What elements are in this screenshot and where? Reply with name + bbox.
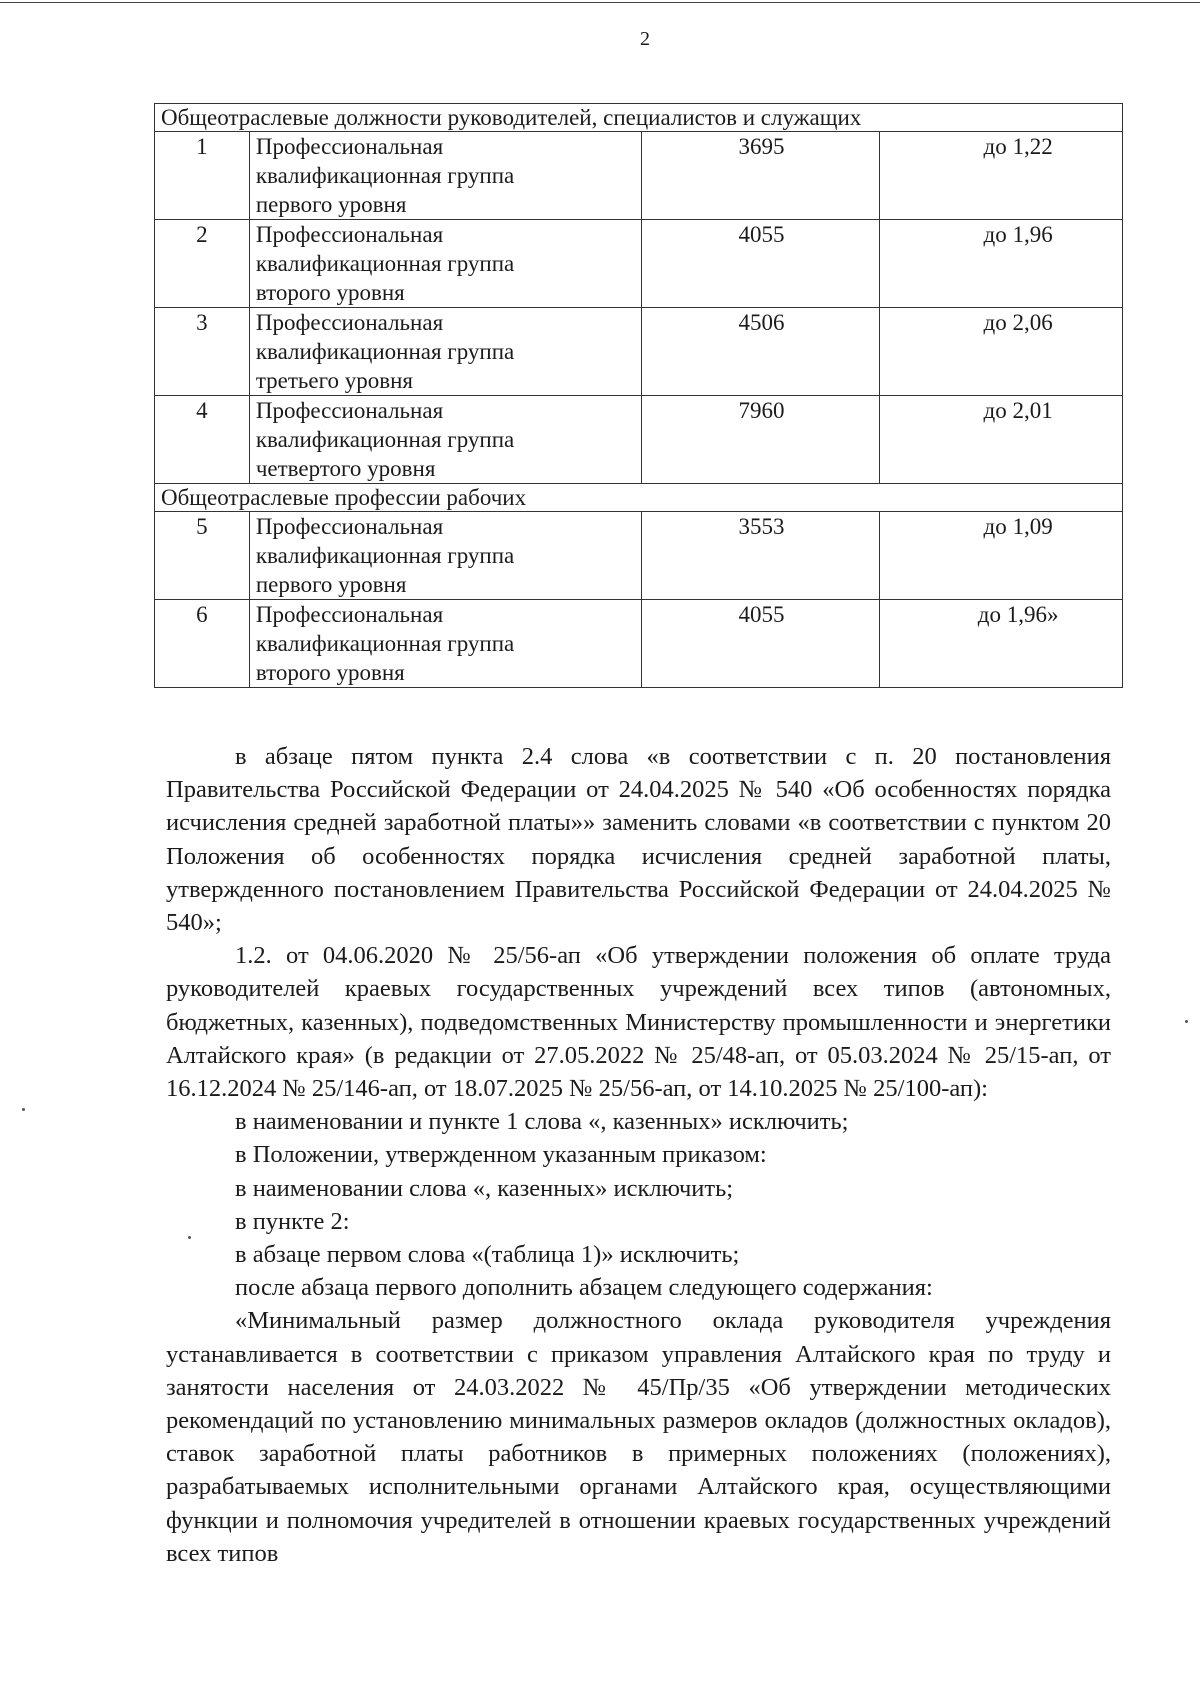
row-number: 3 (155, 308, 250, 396)
body-paragraph: в Положении, утвержденном указанным приказом: (235, 1141, 767, 1169)
body-paragraph: в наименовании слова «, казенных» исключить; (235, 1174, 734, 1202)
name-line: квалификационная группа (255, 163, 515, 188)
wage-table (154, 103, 1123, 688)
name-line: второго уровня (255, 660, 405, 685)
coefficient: до 1,96 (880, 220, 1123, 308)
body-paragraph: 1.2. от 04.06.2020 № 25/56-ап «Об утверждении положения об оплате труда руководителей краевых государственных учреждений всех типов (автономных, бюджетных, казенных), подведомственных Министерству промышленности и энергетики Алтайского края» (в редакции от 27.05.2022 № 25/48-ап, от 05.03.2024 № 25/15-ап, от 16.12.2024 № 25/146-ап, от 18.07.2025 № 25/56-ап, от 14.10.2025 № 25/100-ап): (166, 942, 1111, 1103)
row-number: 4 (155, 396, 250, 484)
row-number: 1 (155, 132, 250, 220)
row-number: 2 (155, 220, 250, 308)
body-paragraph: в абзаце пятом пункта 2.4 слова «в соответствии с п. 20 постановления Правительства Российской Федерации от 24.04.2025 № 540 «Об особенностях порядка исчисления средней заработной платы»» заменить словами «в соответствии с пунктом 20 Положения об особенностях порядка исчисления средней заработной платы, утвержденного постановлением Правительства Российской Федерации от 24.04.2025 № 540»; (166, 743, 1111, 937)
table-row (155, 396, 1123, 484)
qualification-group-name (249, 132, 642, 220)
table-row (155, 308, 1123, 396)
body-paragraph: после абзаца первого дополнить абзацем следующего содержания: (235, 1274, 933, 1302)
body-text (166, 740, 1111, 1570)
base-salary: 4506 (642, 308, 880, 396)
name-line: квалификационная группа (255, 339, 515, 364)
section-title: Общеотраслевые профессии рабочих (155, 484, 1123, 512)
page-number: 2 (640, 28, 650, 50)
qualification-group-name (249, 308, 642, 396)
name-line: Профессиональная (255, 602, 444, 627)
coefficient: до 2,06 (880, 308, 1123, 396)
table-row (155, 132, 1123, 220)
top-rule (0, 2, 1200, 3)
scan-speck (1185, 1020, 1188, 1023)
name-line: квалификационная группа (255, 543, 515, 568)
coefficient: до 1,22 (880, 132, 1123, 220)
name-line: квалификационная группа (255, 427, 515, 452)
name-line: второго уровня (255, 280, 405, 305)
name-line: квалификационная группа (255, 631, 515, 656)
coefficient: до 2,01 (880, 396, 1123, 484)
base-salary: 3695 (642, 132, 880, 220)
name-line: Профессиональная (255, 134, 444, 159)
row-number: 5 (155, 512, 250, 600)
base-salary: 3553 (642, 512, 880, 600)
qualification-group-name (249, 396, 642, 484)
body-paragraph: в пункте 2: (235, 1207, 350, 1235)
row-number: 6 (155, 600, 250, 688)
qualification-group-name (249, 512, 642, 600)
scan-speck (188, 1236, 191, 1239)
name-line: третьего уровня (255, 368, 413, 393)
table-row (155, 512, 1123, 600)
name-line: первого уровня (255, 192, 407, 217)
body-paragraph: в наименовании и пункте 1 слова «, казенных» исключить; (235, 1108, 849, 1136)
base-salary: 7960 (642, 396, 880, 484)
qualification-group-name (249, 600, 642, 688)
table-row (155, 600, 1123, 688)
name-line: квалификационная группа (255, 251, 515, 276)
name-line: Профессиональная (255, 514, 444, 539)
name-line: четвертого уровня (255, 456, 436, 481)
qualification-group-name (249, 220, 642, 308)
coefficient: до 1,96» (880, 600, 1123, 688)
body-paragraph: «Минимальный размер должностного оклада руководителя учреждения устанавливается в соответствии с приказом управления Алтайского края по труду и занятости населения от 24.03.2022 № 45/Пр/35 «Об утверждении методических рекомендаций по установлению минимальных размеров окладов (должностных окладов), ставок заработной платы работников в примерных положениях (положениях), разрабатываемых исполнительными органами Алтайского края, осуществляющими функции и полномочия учредителей в отношении краевых государственных учреждений всех типов (166, 1307, 1111, 1567)
table-row (155, 220, 1123, 308)
name-line: первого уровня (255, 572, 407, 597)
coefficient: до 1,09 (880, 512, 1123, 600)
name-line: Профессиональная (255, 398, 444, 423)
section-title: Общеотраслевые должности руководителей, специалистов и служащих (155, 104, 1123, 132)
name-line: Профессиональная (255, 222, 444, 247)
table-section-header (155, 484, 1123, 512)
scan-speck (22, 1108, 25, 1111)
body-paragraph: в абзаце первом слова «(таблица 1)» исключить; (235, 1241, 740, 1269)
name-line: Профессиональная (255, 310, 444, 335)
table-section-header (155, 104, 1123, 132)
base-salary: 4055 (642, 220, 880, 308)
base-salary: 4055 (642, 600, 880, 688)
